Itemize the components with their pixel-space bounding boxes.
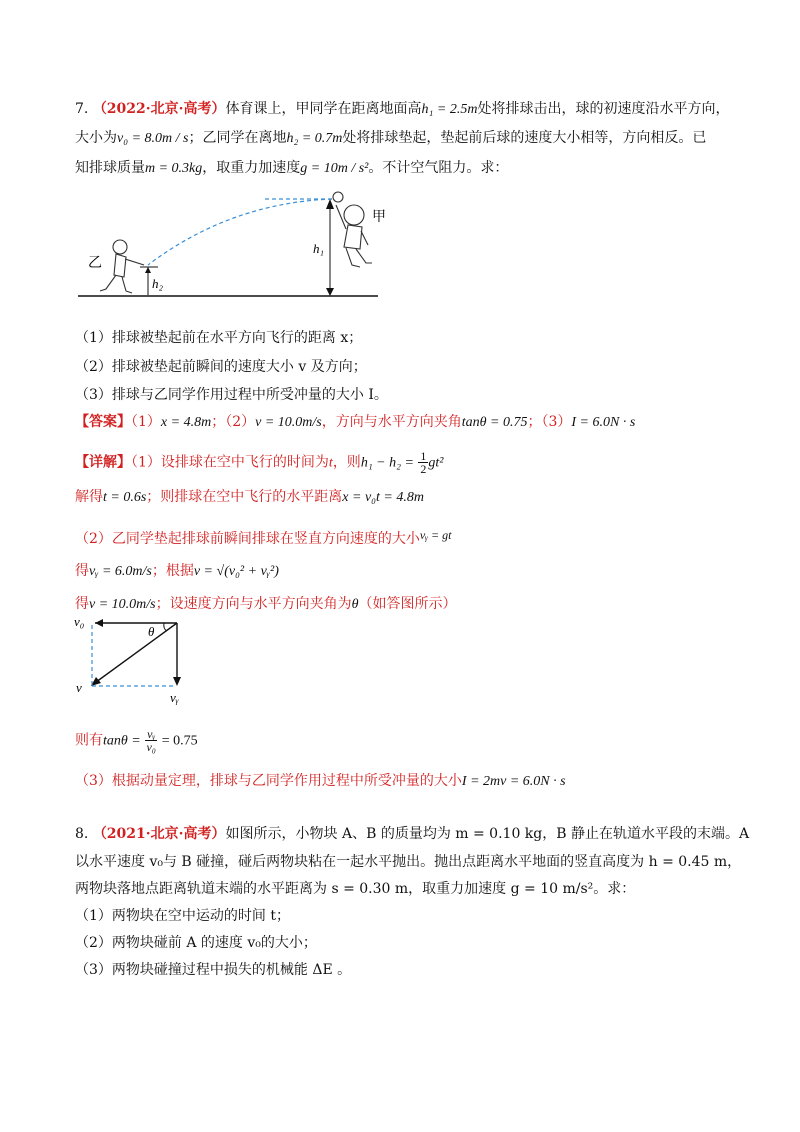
q7-text: 知排球质量 bbox=[75, 160, 145, 176]
q7-source: （2022·北京·高考） bbox=[92, 101, 226, 117]
fraction-half bbox=[418, 450, 428, 475]
detail-line4 bbox=[75, 561, 279, 582]
frac-num: 1 bbox=[420, 449, 427, 463]
q7-text: 体育课上，甲同学在距离地面高 bbox=[225, 101, 422, 117]
q7-text: 处将排球垫起，垫起前后球的速度大小相等，方向相反。已 bbox=[342, 130, 707, 146]
detail-tag: 【详解】 bbox=[75, 454, 131, 471]
detail-equation: I = 2mv = 6.0N · s bbox=[461, 774, 566, 789]
detail-equation: h₁ − h₂ = bbox=[360, 455, 414, 471]
q7-number: 7. bbox=[75, 101, 89, 117]
detail-text: ；根据 bbox=[151, 563, 194, 579]
q8-text: 如图所示，小物块 A、B 的质量均为 m = 0.10 kg，B 静止在轨道水平段的末端。A bbox=[225, 826, 750, 842]
q8-sub2: （2）两物块碰前 A 的速度 v₀的大小； bbox=[75, 935, 317, 951]
frac-num: vᵧ bbox=[147, 727, 156, 741]
v0-equation: v₀ = 8.0m / s bbox=[117, 131, 189, 146]
detail-text: 解得 bbox=[75, 489, 103, 505]
detail-line7 bbox=[75, 771, 566, 792]
detail-text: （1）设排球在空中飞行的时间为 bbox=[131, 454, 329, 471]
h1-arrow-top-icon bbox=[326, 199, 334, 209]
h2-equation: h₂ = 0.7m bbox=[286, 131, 343, 146]
mass-equation: m = 0.3kg bbox=[145, 161, 203, 176]
detail-text: ；则排球在空中飞行的水平距离 bbox=[146, 489, 343, 505]
label-yi: 乙 bbox=[88, 256, 102, 271]
detail-equation: x = v₀t = 4.8m bbox=[342, 490, 424, 505]
vy-arrowhead-icon bbox=[173, 677, 181, 686]
detail-text: （2）乙同学垫起排球前瞬间排球在竖直方向速度的大小 bbox=[75, 531, 420, 547]
q8-sub3: （3）两物块碰撞过程中损失的机械能 ΔE 。 bbox=[75, 962, 352, 978]
q8-number: 8. bbox=[75, 826, 89, 842]
detail-text: （如答图所示） bbox=[358, 596, 457, 612]
detail-equation: vᵧ = gt bbox=[419, 528, 452, 542]
h1-label: h₁ bbox=[313, 241, 325, 256]
q7-sub1: （1）排球被垫起前在水平方向飞行的距离 x； bbox=[75, 330, 363, 346]
detail-equation: gt² bbox=[428, 455, 444, 471]
h1-equation: h₁ = 2.5m bbox=[421, 102, 478, 117]
detail-line3 bbox=[75, 525, 451, 549]
answer-1: x = 4.8m bbox=[160, 415, 212, 430]
detail-equation: t = 0.6s bbox=[103, 490, 147, 505]
q8-sub1: （1）两物块在空中运动的时间 t； bbox=[75, 908, 290, 924]
detail-var: t bbox=[328, 455, 333, 471]
detail-text: 得 bbox=[75, 596, 89, 612]
q7-line3 bbox=[75, 158, 508, 179]
gravity-equation: g = 10m / s² bbox=[300, 161, 369, 176]
answer-2: v = 10.0m/s bbox=[255, 415, 322, 430]
h1-arrow-bottom-icon bbox=[326, 288, 334, 296]
fig-v0-label: v₀ bbox=[74, 614, 85, 629]
fig-theta-label: θ bbox=[148, 624, 155, 639]
detail-line2 bbox=[75, 487, 424, 508]
q7-figure-volleyball bbox=[70, 185, 400, 305]
q7-text: ，取重力加速度 bbox=[202, 160, 301, 176]
fraction-vy-v0 bbox=[145, 728, 157, 753]
detail-equation: v = √(v₀² + vᵧ²) bbox=[193, 564, 279, 579]
h2-arrow-top-icon bbox=[145, 267, 151, 273]
ball-trajectory bbox=[148, 199, 332, 265]
frac-den: v₀ bbox=[146, 740, 156, 754]
detail-equation: = 0.75 bbox=[161, 733, 198, 749]
answer-3: I = 6.0N · s bbox=[571, 415, 636, 430]
q7-line1 bbox=[75, 99, 729, 120]
person-jia-icon bbox=[333, 192, 372, 267]
answer-label: （3） bbox=[541, 414, 572, 430]
q8-line2: 以水平速度 v₀与 B 碰撞，碰后两物块粘在一起水平抛出。抛出点距离水平地面的竖直高度为 h = 0.45 m， bbox=[75, 854, 742, 870]
theta-symbol: θ bbox=[351, 597, 359, 612]
q7-sub3: （3）排球与乙同学作用过程中所受冲量的大小 I。 bbox=[75, 387, 388, 403]
detail-text: 得 bbox=[75, 563, 89, 579]
detail-line6 bbox=[75, 728, 198, 753]
answer-2-tan: tanθ = 0.75 bbox=[461, 415, 528, 430]
detail-line1 bbox=[75, 450, 444, 475]
q7-text: 大小为 bbox=[75, 130, 117, 146]
q7-text: ；乙同学在离地 bbox=[188, 130, 287, 146]
q8-source: （2021·北京·高考） bbox=[92, 826, 226, 842]
detail-text: 则有 bbox=[75, 732, 103, 749]
v-vector bbox=[92, 623, 177, 685]
q8-line3: 两物块落地点距离轨道末端的水平距离为 s = 0.30 m，取重力加速度 g = 10 m/s²。求： bbox=[75, 881, 636, 897]
detail-text: ；设速度方向与水平方向夹角为 bbox=[155, 596, 352, 612]
answer-label: （2） bbox=[225, 414, 256, 430]
frac-den: 2 bbox=[420, 462, 427, 476]
detail-text: ，则 bbox=[332, 454, 361, 471]
v0-arrowhead-icon bbox=[95, 619, 103, 627]
answer-sep: ； bbox=[211, 414, 226, 430]
detail-equation: v = 10.0m/s bbox=[89, 597, 156, 612]
detail-equation: tanθ = bbox=[103, 733, 141, 749]
detail-equation: vᵧ = 6.0m/s bbox=[89, 564, 152, 579]
q8-line1 bbox=[75, 824, 749, 844]
answer-line bbox=[75, 412, 635, 433]
q7-line2 bbox=[75, 128, 706, 149]
fig-v-label: v bbox=[76, 680, 82, 695]
h2-label: h₂ bbox=[152, 276, 164, 291]
q7-sub2: （2）排球被垫起前瞬间的速度大小 v 及方向； bbox=[75, 359, 367, 375]
fig-vy-label: vᵧ bbox=[170, 690, 179, 705]
answer-label: （1） bbox=[131, 414, 161, 430]
answer-text: ，方向与水平方向夹角 bbox=[321, 414, 462, 430]
q7-figure-velocity bbox=[70, 612, 200, 707]
answer-sep: ； bbox=[527, 414, 542, 430]
detail-text: （3）根据动量定理，排球与乙同学作用过程中所受冲量的大小 bbox=[75, 773, 462, 789]
q7-text: 。不计空气阻力。求： bbox=[368, 160, 509, 176]
q7-text: 处将排球击出，球的初速度沿水平方向， bbox=[477, 101, 730, 117]
person-yi-icon bbox=[100, 240, 144, 293]
answer-tag: 【答案】 bbox=[75, 414, 131, 430]
label-jia: 甲 bbox=[372, 210, 386, 225]
